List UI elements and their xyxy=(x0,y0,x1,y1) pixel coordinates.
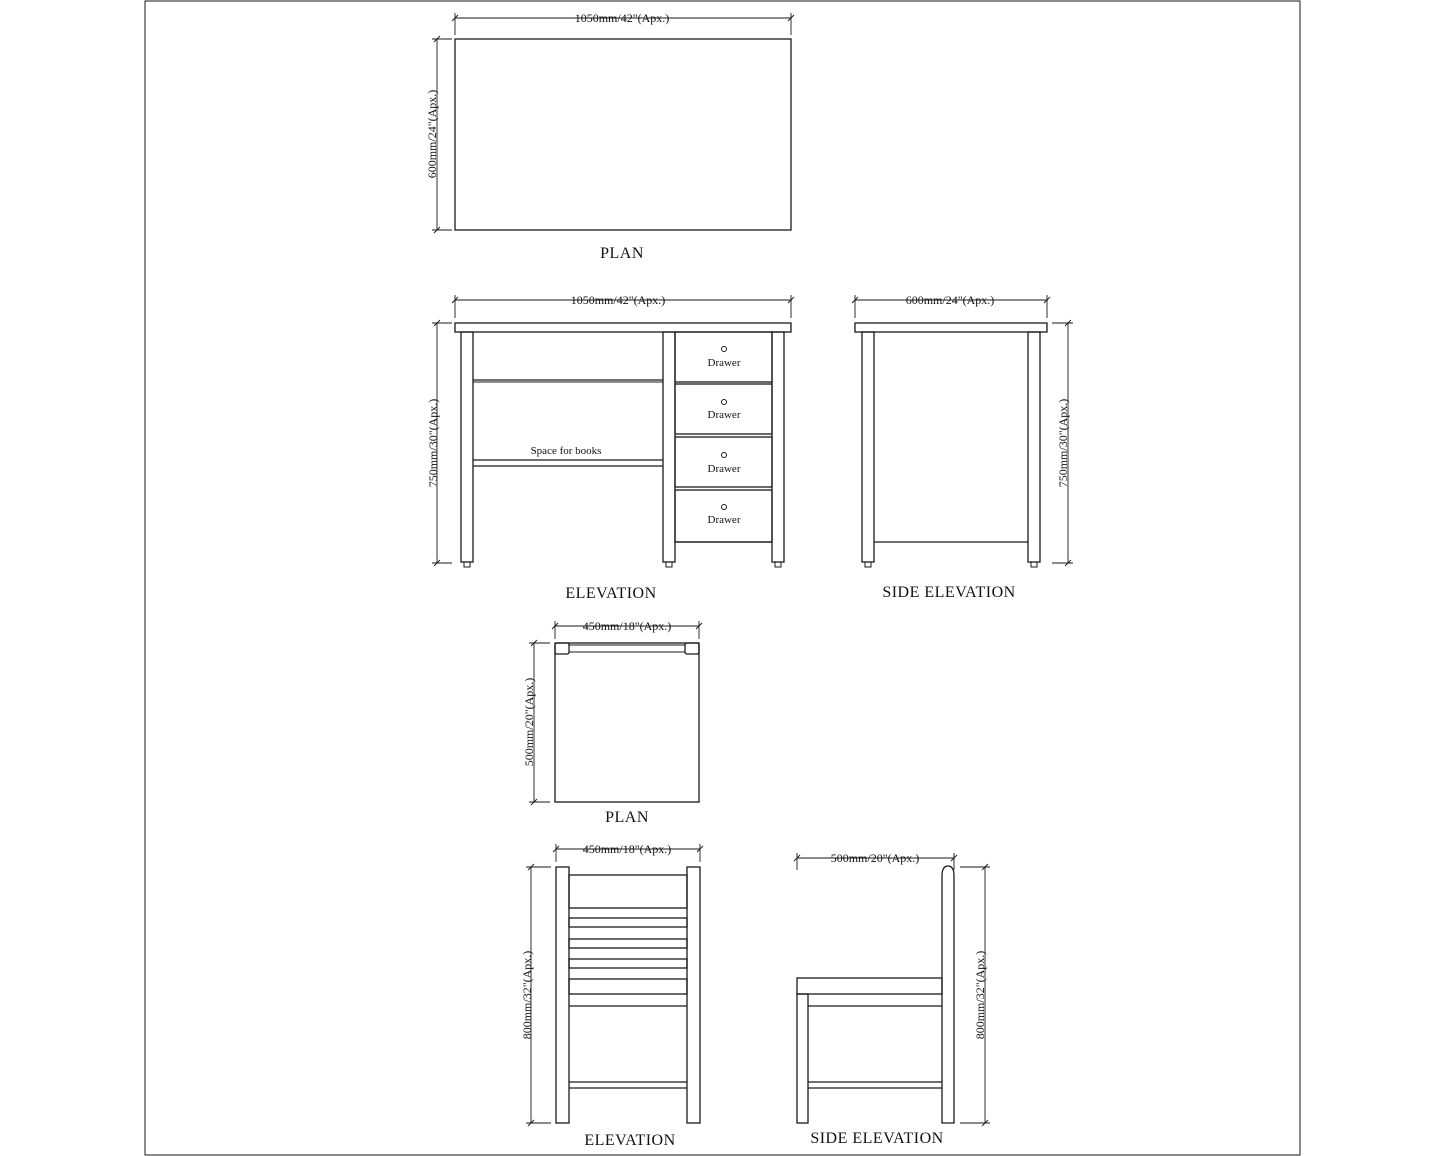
desk-plan-title: PLAN xyxy=(600,245,644,262)
desk-elevation xyxy=(426,293,794,602)
desk-side-height-label: 750mm/30"(Apx.) xyxy=(1056,398,1070,488)
chair-plan-title: PLAN xyxy=(605,809,649,826)
desk-top xyxy=(455,323,791,332)
desk-side-top xyxy=(855,323,1047,332)
chair-left-post xyxy=(556,867,569,1123)
desk-elevation-width-label: 1050mm/42"(Apx.) xyxy=(570,293,666,307)
chair-elevation-width-label: 450mm/18"(Apx.) xyxy=(582,842,672,856)
drawer-label: Drawer xyxy=(707,409,741,421)
chair-side-elevation-title: SIDE ELEVATION xyxy=(810,1130,944,1147)
desk-right-leg xyxy=(772,332,784,562)
chair-plan xyxy=(522,619,702,826)
desk-left-leg xyxy=(461,332,473,562)
drawer-knob-icon xyxy=(722,400,727,405)
chair-elevation-title: ELEVATION xyxy=(584,1132,676,1149)
chair-side-height-label: 800mm/32"(Apx.) xyxy=(973,950,987,1040)
chair-backrest xyxy=(569,875,687,908)
chair-side-width-label: 500mm/20"(Apx.) xyxy=(830,851,920,865)
chair-side-elevation xyxy=(794,851,990,1147)
drawer-knob-icon xyxy=(722,505,727,510)
desk-elevation-height-label: 750mm/30"(Apx.) xyxy=(426,398,440,488)
desk-side-width-label: 600mm/24"(Apx.) xyxy=(905,293,995,307)
drawer-label: Drawer xyxy=(707,357,741,369)
chair-plan-width-label: 450mm/18"(Apx.) xyxy=(582,619,672,633)
drawing-frame xyxy=(145,1,1300,1155)
desk-plan-depth-label: 600mm/24"(Apx.) xyxy=(425,89,439,179)
chair-side-seat xyxy=(797,978,942,994)
drawer-label: Drawer xyxy=(707,463,741,475)
chair-right-post xyxy=(687,867,700,1123)
chair-elevation-height-label: 800mm/32"(Apx.) xyxy=(520,950,534,1040)
drawer-knob-icon xyxy=(722,347,727,352)
chair-back-post xyxy=(942,866,954,1123)
desk-plan-width-label: 1050mm/42"(Apx.) xyxy=(574,11,670,25)
drawer-knob-icon xyxy=(722,453,727,458)
desk-middle-post xyxy=(663,332,675,562)
desk-top-outline xyxy=(455,39,791,230)
chair-seat xyxy=(569,979,687,994)
desk-elevation-title: ELEVATION xyxy=(565,585,657,602)
desk-side-elevation xyxy=(852,293,1073,601)
books-shelf-label: Space for books xyxy=(530,445,602,457)
desk-side-elevation-title: SIDE ELEVATION xyxy=(882,584,1016,601)
chair-front-leg xyxy=(797,994,808,1123)
chair-elevation xyxy=(520,842,703,1149)
chair-plan-depth-label: 500mm/20"(Apx.) xyxy=(522,677,536,767)
chair-seat-outline xyxy=(555,643,699,802)
drawer-3 xyxy=(675,437,772,487)
desk-plan xyxy=(425,11,794,262)
drawer-label: Drawer xyxy=(707,514,741,526)
